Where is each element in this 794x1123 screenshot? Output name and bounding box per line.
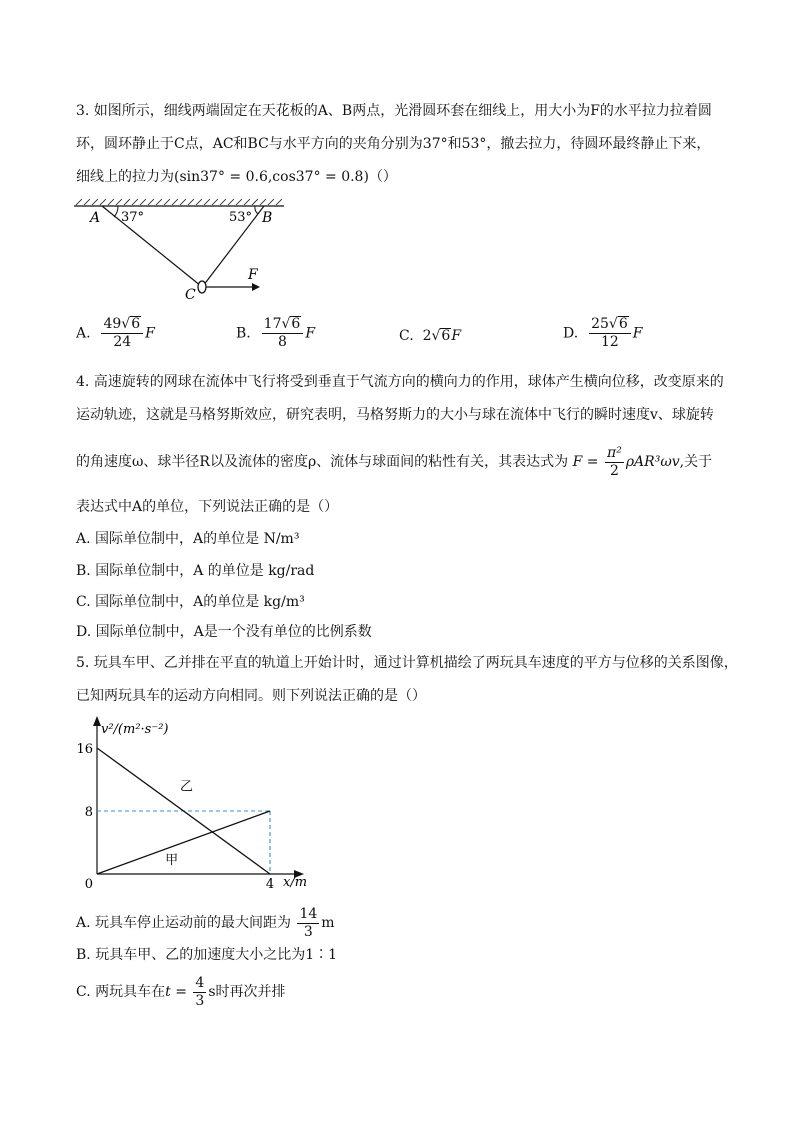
q5-line-2: 已知两玩具车的运动方向相同。则下列说法正确的是（） [76,688,426,704]
q5-option-a-num: 14 [299,905,318,922]
q4-formula-rest: ρAR³ωv [625,454,680,470]
q3-option-a-num: 49 [103,316,122,332]
angle-b-label: 53° [229,210,253,225]
q3-option-a-label: A. [76,325,91,342]
series-line-1 [97,811,270,874]
q5-option-c-text: C. 两玩具车在 [76,984,166,1000]
ceiling-hatch [76,199,282,205]
q3-option-c: C. 2√6F [399,328,462,344]
q3-option-b-var: F [305,325,316,342]
y-axis-arrowhead [93,716,101,726]
q4-option-a: A. 国际单位制中，A的单位是 N/m³ [76,531,300,547]
q5-option-a-unit: m [321,915,335,931]
q4-option-b: B. 国际单位制中，A 的单位是 kg/rad [76,563,315,579]
q5-option-c-num: 4 [195,974,205,991]
q3-option-a-den: 24 [113,334,132,350]
q4-option-d: D. 国际单位制中，A是一个没有单位的比例系数 [76,624,372,640]
q3-option-c-label: C. [399,328,414,344]
angle-a-label: 37° [121,210,145,225]
q3-option-b-fraction: $\frac{17√6}{8}$ [262,316,304,351]
q3-option-a-fraction: $\frac{49√6}{24}$ [101,316,143,351]
x-axis-label: x/m [283,875,308,890]
q3-option-c-rad: 6 [441,328,451,344]
q4-option-c: C. 国际单位制中，A的单位是 kg/m³ [76,594,305,610]
series-label-1: 甲 [165,852,179,868]
q3-given-values: (sin37° = 0.6,cos37° = 0.8) [174,169,369,185]
x-tick-label-0: 0 [84,877,93,892]
force-f-label: F [248,267,258,283]
q5-option-c-fraction [193,975,206,1010]
q4-formula-num: π² [607,444,622,461]
string-ac [102,206,201,286]
q3-option-b [236,316,315,351]
q3-line-3 [76,167,397,187]
point-b-label: B [262,210,273,226]
q3-option-d-den: 12 [601,334,619,350]
angle-arc-a [114,206,118,217]
q3-line-2: 环，圆环静止于C点，AC和BC与水平方向的夹角分别为37°和53°，撤去拉力，待圆环最终静止下来， [76,136,711,152]
q5-option-c [76,972,286,1012]
q3-option-d-rad: 6 [618,316,628,332]
q3-line-1: 3. 如图所示，细线两端固定在天花板的A、B两点，光滑圆环套在细线上，用大小为F的水平拉力拉着圆 [76,103,712,119]
v2-x-chart [70,712,320,892]
point-c-label: C [185,287,196,303]
q5-option-a [76,903,335,943]
q3-option-b-den: 8 [278,334,287,350]
q4-formula-lhs: F = [572,454,599,470]
q3-option-d-var: F [632,325,643,342]
q4-formula-fraction [605,445,624,480]
q5-option-a-text: A. 玩具车停止运动前的最大间距为 [76,915,292,931]
q3-line-3-prefix: 细线上的拉力为 [76,169,174,185]
y-tick-label-0: 16 [76,742,93,757]
q5-option-a-den: 3 [303,923,313,940]
q4-line-3-text: 的角速度ω、球半径R以及流体的密度ρ、流体与球面间的粘性有关，其表达式为 [76,454,569,470]
q5-option-c-var: t = [165,984,187,1000]
q3-option-b-rad: 6 [291,316,301,332]
force-arrowhead [252,283,260,291]
q4-line-3-suffix: ,关于 [679,454,713,470]
q5-line-1: 5. 玩具车甲、乙并排在平直的轨道上开始计时，通过计算机描绘了两玩具车速度的平方与位移的关系图像， [76,655,738,671]
point-a-label: A [90,210,101,226]
q3-option-d-num: 25 [591,316,609,332]
angle-arc-b [255,206,258,214]
q4-line-2: 运动轨迹，这就是马格努斯效应，研究表明，马格努斯力的大小与球在流体中飞行的瞬时速度v、球旋转 [76,407,714,423]
q3-option-c-coef: 2 [422,328,432,344]
y-tick-label-1: 8 [84,805,93,820]
q3-option-a [76,316,155,351]
ring-c [198,281,206,293]
q3-option-d-label: D. [563,325,579,342]
q3-line-3-suffix: （） [368,169,397,185]
q3-option-a-rad: 6 [131,316,141,332]
q3-option-b-num: 17 [263,316,282,332]
q3-option-d [563,316,642,351]
q4-line-4: 表达式中A的单位，下列说法正确的是（） [76,499,339,515]
q4-line-3 [76,442,712,482]
q5-option-a-fraction [297,906,319,941]
q5-option-b: B. 玩具车甲、乙的加速度大小之比为1∶1 [76,947,338,963]
series-label-0: 乙 [180,779,194,795]
q5-option-c-unit: s时再次并排 [208,984,286,1000]
q3-option-c-var: F [451,328,462,344]
q4-formula-den: 2 [609,462,619,479]
y-axis-label: v²/(m²·s⁻²) [101,722,169,737]
q3-option-a-var: F [145,325,155,342]
q3-option-b-label: B. [236,325,251,342]
q3-option-d-fraction: $\frac{25√6}{12}$ [589,316,631,351]
q3-diagram [74,196,294,306]
q5-option-c-den: 3 [195,992,205,1009]
x-tick-label-1: 4 [265,877,275,892]
q4-line-1: 4. 高速旋转的网球在流体中飞行将受到垂直于气流方向的横向力的作用，球体产生横向位移，改变原来的 [76,374,724,390]
